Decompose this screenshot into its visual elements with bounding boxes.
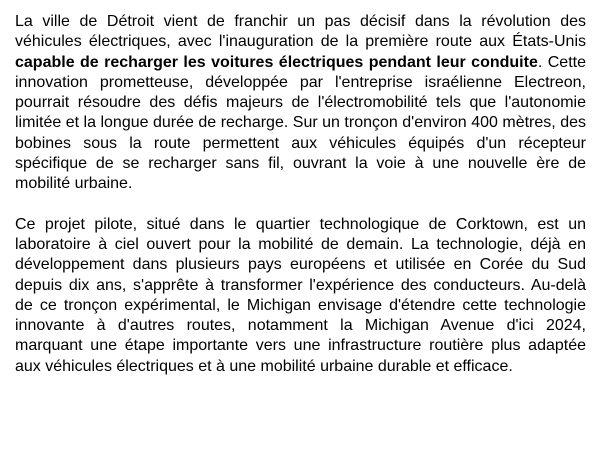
paragraph-2: Ce projet pilote, situé dans le quartier technologique de Corktown, est un laboratoire à ciel ouvert pour la mobilité de demain. La technologie, déjà en développement dans plusieurs pays européens et utilisée en Corée du Sud depuis dix ans, s'apprête à transformer l'expérience des conducteurs. Au-delà de ce tronçon expérimental, le Michigan envisage d'étendre cette technologie innovante à d'autres routes, notamment la Michigan Avenue d'ici 2024, marquant une étape importante vers une infrastructure routière plus adaptée aux véhicules électriques et à une mobilité urbaine durable et efficace.	[15, 215, 586, 375]
paragraph-1	[15, 12, 586, 195]
paragraph-1-emphasis: capable de recharger les voitures électriques pendant leur conduite	[15, 53, 538, 71]
paragraph-1-intro: La ville de Détroit vient de franchir un pas décisif dans la révolution des véhicules électriques, avec l'inauguration de la première route aux États-Unis	[15, 13, 586, 51]
paragraph-1-rest: . Cette innovation prometteuse, développée par l'entreprise israélienne Electreon, pourrait résoudre des défis majeurs de l'électromobilité tels que l'autonomie limitée et la longue durée de recharge. Sur un tronçon d'environ 400 mètres, des bobines sous la route permettent aux véhicules équipés d'un récepteur spécifique de se recharger sans fil, ouvrant la voie à une nouvelle ère de mobilité urbaine.	[15, 53, 586, 193]
